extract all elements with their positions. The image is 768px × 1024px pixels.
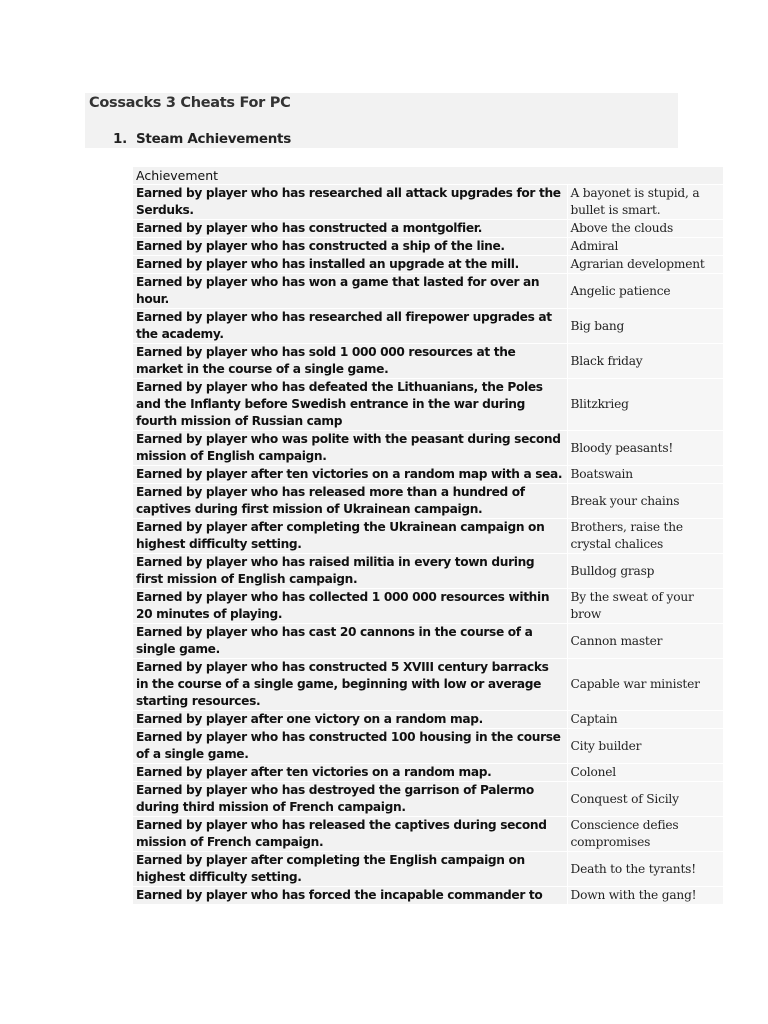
table-row [133, 238, 723, 256]
achievement-description: Earned by player who has cast 20 cannons in the course of a single game. [133, 624, 567, 659]
table-row [133, 711, 723, 729]
table-row [133, 817, 723, 852]
page-title: Cossacks 3 Cheats For PC [89, 95, 291, 111]
achievement-description: Earned by player who has installed an upgrade at the mill. [133, 256, 567, 274]
achievement-name: Black friday [567, 344, 723, 379]
achievement-description: Earned by player who has released more than a hundred of captives during first mission of Ukrainean campaign. [133, 484, 567, 519]
table-row [133, 274, 723, 309]
column-header-achievement: Achievement [133, 167, 567, 185]
achievement-name: Boatswain [567, 466, 723, 484]
achievement-name: Brothers, raise the crystal chalices [567, 519, 723, 554]
achievement-name: Cannon master [567, 624, 723, 659]
achievement-name: By the sweat of your brow [567, 589, 723, 624]
achievement-description: Earned by player who has destroyed the garrison of Palermo during third mission of French campaign. [133, 782, 567, 817]
table-row [133, 659, 723, 711]
table-row [133, 466, 723, 484]
achievement-description: Earned by player who has released the captives during second mission of French campaign. [133, 817, 567, 852]
achievement-name: Blitzkrieg [567, 379, 723, 431]
achievement-description: Earned by player who has defeated the Lithuanians, the Poles and the Inflanty before Swedish entrance in the war during fourth mission of Russian camp [133, 379, 567, 431]
table-row [133, 484, 723, 519]
achievement-name: Angelic patience [567, 274, 723, 309]
achievement-description: Earned by player who has constructed 5 XVIII century barracks in the course of a single game, beginning with low or average starting resources. [133, 659, 567, 711]
table-row [133, 256, 723, 274]
achievement-name: City builder [567, 729, 723, 764]
achievement-description: Earned by player who has won a game that lasted for over an hour. [133, 274, 567, 309]
achievement-name: Captain [567, 711, 723, 729]
achievement-name: Admiral [567, 238, 723, 256]
achievement-name: Bulldog grasp [567, 554, 723, 589]
section-heading [113, 131, 291, 147]
achievement-description: Earned by player who has sold 1 000 000 resources at the market in the course of a single game. [133, 344, 567, 379]
achievement-description: Earned by player who has constructed a ship of the line. [133, 238, 567, 256]
table-row [133, 764, 723, 782]
achievement-description: Earned by player who has researched all attack upgrades for the Serduks. [133, 185, 567, 220]
table-row [133, 344, 723, 379]
table-row [133, 554, 723, 589]
table-row [133, 220, 723, 238]
table-row [133, 729, 723, 764]
achievement-name: Break your chains [567, 484, 723, 519]
achievement-description: Earned by player after ten victories on a random map with a sea. [133, 466, 567, 484]
table-row [133, 519, 723, 554]
achievement-name: Bloody peasants! [567, 431, 723, 466]
achievement-name: A bayonet is stupid, a bullet is smart. [567, 185, 723, 220]
achievement-description: Earned by player who has constructed a montgolfier. [133, 220, 567, 238]
achievement-name: Above the clouds [567, 220, 723, 238]
table-header-row [133, 167, 723, 185]
achievements-table [133, 167, 723, 905]
achievement-description: Earned by player who was polite with the peasant during second mission of English campaign. [133, 431, 567, 466]
section-title: Steam Achievements [136, 131, 291, 147]
achievement-name: Death to the tyrants! [567, 852, 723, 887]
achievement-name: Big bang [567, 309, 723, 344]
achievement-description: Earned by player who has forced the incapable commander to [133, 887, 567, 905]
achievement-name: Conscience defies compromises [567, 817, 723, 852]
achievement-name: Agrarian development [567, 256, 723, 274]
title-band [85, 93, 678, 148]
achievement-name: Conquest of Sicily [567, 782, 723, 817]
achievement-description: Earned by player after completing the Ukrainean campaign on highest difficulty setting. [133, 519, 567, 554]
achievement-description: Earned by player after one victory on a random map. [133, 711, 567, 729]
table-row [133, 782, 723, 817]
achievement-description: Earned by player after ten victories on a random map. [133, 764, 567, 782]
table-row [133, 309, 723, 344]
table-row [133, 589, 723, 624]
table-row [133, 379, 723, 431]
table-row [133, 185, 723, 220]
achievement-name: Down with the gang! [567, 887, 723, 905]
achievement-description: Earned by player who has collected 1 000 000 resources within 20 minutes of playing. [133, 589, 567, 624]
achievement-name: Capable war minister [567, 659, 723, 711]
table-row [133, 887, 723, 905]
achievement-description: Earned by player who has raised militia in every town during first mission of English campaign. [133, 554, 567, 589]
column-header-name [567, 167, 723, 185]
achievement-description: Earned by player who has constructed 100 housing in the course of a single game. [133, 729, 567, 764]
table-row [133, 431, 723, 466]
achievement-description: Earned by player who has researched all firepower upgrades at the academy. [133, 309, 567, 344]
section-number: 1. [113, 131, 127, 147]
table-row [133, 624, 723, 659]
achievement-name: Colonel [567, 764, 723, 782]
table-row [133, 852, 723, 887]
achievement-description: Earned by player after completing the English campaign on highest difficulty setting. [133, 852, 567, 887]
